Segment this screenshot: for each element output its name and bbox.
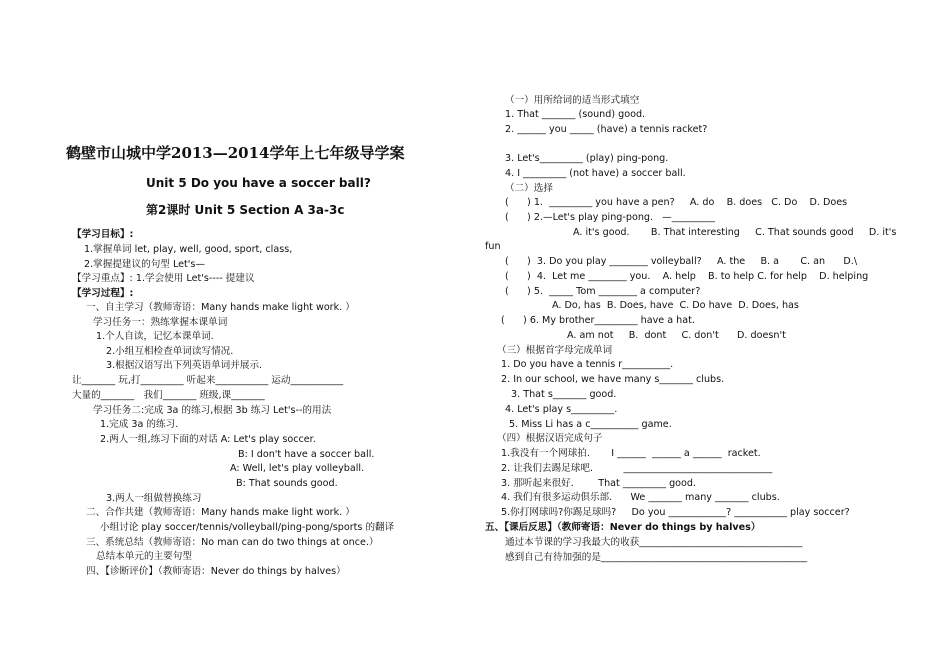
choice-question-2-options-wrap: fun <box>485 241 501 252</box>
vocab-blanks-row-1: 让_______ 玩,打_________ 听起来___________ 运动___________ <box>72 375 344 386</box>
task-one-heading: 学习任务一：熟练掌握本课单词 <box>93 317 228 328</box>
choice-question-5-options: A. Do, has B. Does, have C. Do have D. Does, has <box>552 300 799 311</box>
task-two-item-3: 3.两人一组做替换练习 <box>106 493 202 504</box>
section-heading-key-points: 【学习重点】: 1.学会使用 Let's---- 提建议 <box>72 273 255 284</box>
dialogue-line-a2: A: Well, let's play volleyball. <box>230 463 365 474</box>
dialogue-line-b2: B: That sounds good. <box>236 478 338 489</box>
document-title: 鹤壁市山城中学2013—2014学年上七年级导学案 <box>66 144 405 162</box>
task-one-item-3: 3.根据汉语写出下列英语单词并展示. <box>106 360 263 371</box>
choice-question-6: ( ) 6. My brother_________ have a hat. <box>501 315 695 326</box>
process-step-2: 二、合作共建（教师寄语：Many hands make light work. ） <box>86 507 355 518</box>
task-one-item-2: 2.小组互相检查单词读写情况. <box>106 346 234 357</box>
exercise-1-item-4: 4. I _________ (not have) a soccer ball. <box>505 168 686 179</box>
choice-question-2: ( ) 2.—Let's play ping-pong. —_________ <box>505 212 715 223</box>
choice-question-2-options: A. it's good. B. That interesting C. That sounds good D. it's <box>573 227 897 238</box>
reflection-line-1: 通过本节课的学习我最大的收获__________________________________ <box>505 537 803 548</box>
unit-title: Unit 5 Do you have a soccer ball? <box>146 176 371 190</box>
translation-item-3: 3. 那听起来很好. That _________ good. <box>501 478 697 489</box>
choice-question-6-options: A. am not B. dont C. don't D. doesn't <box>567 330 786 341</box>
task-two-heading: 学习任务二:完成 3a 的练习,根据 3b 练习 Let's--的用法 <box>93 405 332 416</box>
goal-item-2: 2.掌握提建议的句型 Let's— <box>84 259 206 270</box>
spelling-item-1: 1. Do you have a tennis r__________. <box>501 359 674 370</box>
vocab-blanks-row-2: 大量的_______ 我们_______ 班级,课_______ <box>72 390 265 401</box>
exercise-1-item-3: 3. Let's_________ (play) ping-pong. <box>505 153 669 164</box>
group-discussion: 小组讨论 play soccer/tennis/volleyball/ping-pong/sports 的翻译 <box>100 522 395 533</box>
process-step-3: 三、系统总结（教师寄语：No man can do two things at once.） <box>86 537 379 548</box>
spelling-item-4: 4. Let's play s_________. <box>505 404 618 415</box>
exercise-1-heading: （一）用所给词的适当形式填空 <box>505 95 640 106</box>
choice-question-5: ( ) 5. _____ Tom ________ a computer? <box>505 286 701 297</box>
exercise-3-heading: （三）根据首字母完成单词 <box>497 345 613 356</box>
exercise-1-item-2: 2. ______ you _____ (have) a tennis racket? <box>505 124 708 135</box>
exercise-2-heading: （二）选择 <box>505 183 553 194</box>
translation-item-4: 4. 我们有很多运动俱乐部. We _______ many _______ clubs. <box>501 492 780 503</box>
exercise-1-item-1: 1. That _______ (sound) good. <box>505 109 646 120</box>
dialogue-line-b1: B: I don't have a soccer ball. <box>238 449 375 460</box>
process-step-4: 四、【诊断评价】（教师寄语：Never do things by halves） <box>86 566 346 577</box>
translation-item-1: 1.我没有一个网球拍. I ______ ______ a ______ racket. <box>501 448 761 459</box>
section-heading-process: 【学习过程】: <box>72 288 134 299</box>
choice-question-3: ( ) 3. Do you play ________ volleyball? A. the B. a C. an D.\ <box>505 256 858 267</box>
task-two-item-1: 1.完成 3a 的练习. <box>100 419 179 430</box>
reflection-line-2: 感到自己有待加强的是___________________________________________ <box>505 552 808 563</box>
goal-item-1: 1.掌握单词 let, play, well, good, sport, class, <box>84 244 293 255</box>
spelling-item-2: 2. In our school, we have many s_______ clubs. <box>501 374 725 385</box>
translation-item-5: 5.你打网球吗?你踢足球吗? Do you ____________? ___________ play soccer? <box>501 507 850 518</box>
spelling-item-3: 3. That s_______ good. <box>511 389 617 400</box>
process-step-1: 一、自主学习（教师寄语：Many hands make light work. ） <box>86 302 355 313</box>
lesson-title: 第2课时 Unit 5 Section A 3a-3c <box>146 203 345 217</box>
choice-question-1: ( ) 1. _________ you have a pen? A. do B. does C. Do D. Does <box>505 197 848 208</box>
reflection-heading: 五、【课后反思】（教师寄语：Never do things by halves） <box>485 522 761 533</box>
spelling-item-5: 5. Miss Li has a c__________ game. <box>509 419 672 430</box>
task-one-item-1: 1.个人自读，记忆本课单词. <box>96 331 214 342</box>
section-heading-goals: 【学习目标】: <box>72 229 134 240</box>
choice-question-4: ( ) 4. Let me ________ you. A. help B. to help C. for help D. helping <box>505 271 869 282</box>
summary-line: 总结本单元的主要句型 <box>96 551 192 562</box>
exercise-4-heading: （四）根据汉语完成句子 <box>497 433 603 444</box>
translation-item-2: 2. 让我们去踢足球吧. _______________________________ <box>501 463 773 474</box>
task-two-item-2: 2.两人一组,练习下面的对话 A: Let's play soccer. <box>100 434 316 445</box>
